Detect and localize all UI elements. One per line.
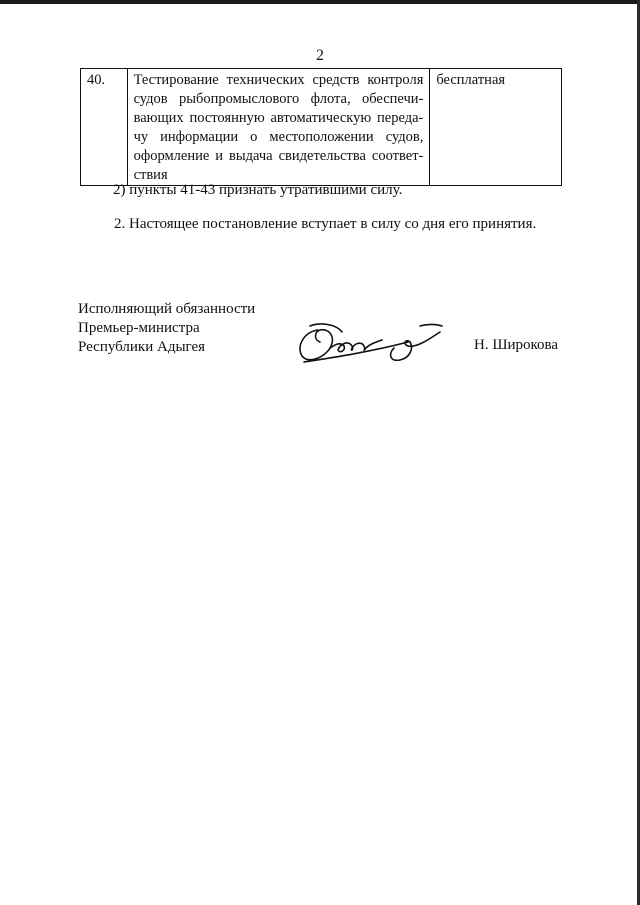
handwritten-signature xyxy=(290,318,450,368)
signatory-title xyxy=(78,300,255,357)
row-fee-cell: бесплатная xyxy=(430,69,562,186)
signatory-name: Н. Широкова xyxy=(474,337,559,353)
signatory-title-line: Исполняющий обязанности xyxy=(78,301,256,317)
fee-table xyxy=(80,68,562,186)
description-line: вающих постоянную автоматическую переда- xyxy=(133,110,424,126)
description-line: Тестирование технических средств контроля xyxy=(133,72,424,88)
description-line: ствия xyxy=(133,167,168,183)
description-line: чу информации о местоположении судов, xyxy=(133,129,424,145)
row-number-cell: 40. xyxy=(81,69,128,186)
signatory-title-line: Республики Адыгея xyxy=(78,339,206,355)
paragraph-item-2: 2) пункты 41-43 признать утратившими силу. xyxy=(113,182,403,198)
description-line: судов рыбопромыслового флота, обеспечи- xyxy=(133,91,424,107)
paragraph-clause-2: 2. Настоящее постановление вступает в силу со дня его принятия. xyxy=(114,216,537,232)
row-description-cell xyxy=(127,69,430,186)
page-number: 2 xyxy=(316,47,324,64)
table-row xyxy=(81,69,562,186)
scan-edge-top xyxy=(0,0,640,4)
description-line: оформление и выдача свидетельства соответ- xyxy=(133,148,424,164)
signatory-title-line: Премьер-министра xyxy=(78,320,200,336)
